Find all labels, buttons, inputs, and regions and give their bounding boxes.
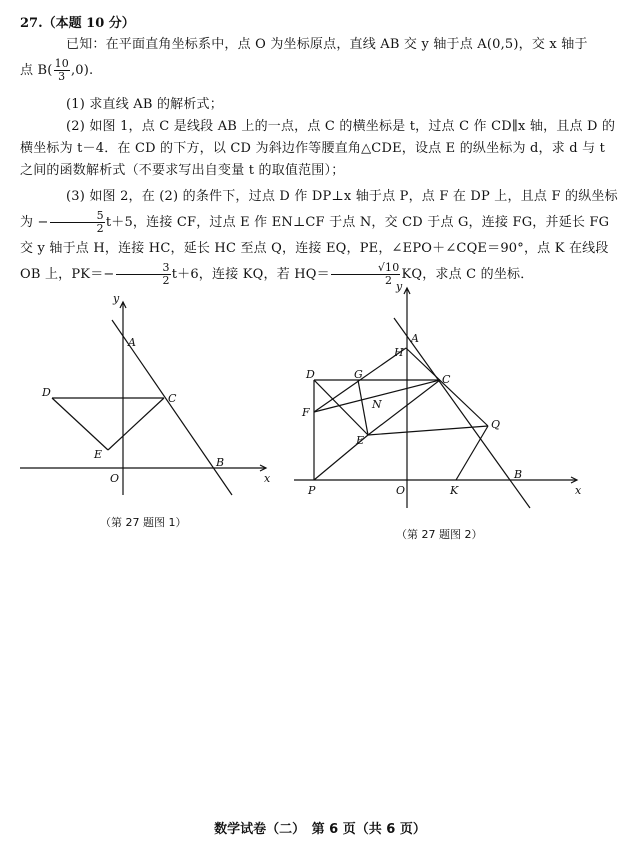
fig1-label-c: C (168, 392, 177, 405)
fig2-label-x: x (575, 484, 582, 497)
fig2-label-e: E (356, 434, 365, 447)
intro-point-b-prefix: 点 B( (20, 63, 53, 78)
part-1: (1) 求直线 AB 的解析式； (66, 97, 223, 112)
fig1-label-o: O (110, 472, 120, 485)
fraction-10-3: $\frac{10}{3}$ (54, 57, 69, 83)
figure-2-diagram (292, 280, 584, 520)
fig2-label-d: D (306, 368, 315, 381)
part-2: (2) 如图 1，点 C 是线段 AB 上的一点，点 C 的横坐标是 t，过点 C 作 CD∥x 轴，且点 D 的横坐标为 t－4．在 CD 的下方，以 CD 为斜边作等腰直角△CDE，设点 E 的纵坐标为 d，求 d 与 t 之间的函数解析式（不要求写出自变量 t 的取值范围）； (20, 119, 616, 178)
part-3-text-a: (3) 如图 2，在 (2) 的条件下，过点 D 作 DP⊥x 轴于点 P，点 F 在 DP 上，且点 F 的纵坐标为 − (20, 189, 618, 230)
fig2-label-p: P (308, 484, 316, 497)
fraction-sqrt10-2: $\frac{√10}{2}$ (331, 262, 401, 287)
fig2-segment-qk (456, 426, 488, 480)
fig2-segment-eq (368, 426, 488, 435)
figure-2-caption: （第 27 题图 2） (396, 528, 483, 541)
part-3-text-d: KQ，求点 C 的坐标． (401, 267, 534, 282)
fig2-label-f: F (302, 406, 310, 419)
fig2-label-a: A (411, 332, 419, 345)
question-intro (20, 34, 620, 56)
fig2-label-c: C (442, 373, 451, 386)
intro-point-b-suffix: ,0). (70, 63, 94, 78)
fig2-label-g: G (354, 368, 363, 381)
fig2-label-y: y (396, 280, 403, 293)
fig2-label-q: Q (491, 418, 501, 431)
fig1-label-e: E (94, 448, 103, 461)
fig2-label-n: N (372, 398, 382, 411)
part-3-text-b: t＋5，连接 CF，过点 E 作 EN⊥CF 于点 N，交 CD 于点 G，连接 FG，并延长 FG 交 y 轴于点 H，连接 HC，延长 HC 至点 Q，连接 EQ，PE，∠EPO＋∠CQE＝90°，点 K 在线段 OB 上，PK＝− (20, 215, 610, 282)
fig1-label-d: D (42, 386, 51, 399)
intro-line-1: 已知：在平面直角坐标系中，点 O 为坐标原点，直线 AB 交 y 轴于点 A(0,5)，交 x 轴于 (66, 37, 588, 52)
fig1-segment-de (52, 398, 108, 450)
figure-1-caption: （第 27 题图 1） (100, 516, 187, 529)
part-3-text-c: t＋6，连接 KQ，若 HQ＝ (171, 267, 330, 282)
question-number: 27.（本题 10 分） (20, 16, 135, 31)
intro-line-2 (20, 58, 620, 83)
fig1-label-b: B (216, 456, 225, 469)
fig2-label-k: K (450, 484, 459, 497)
fig2-segment-hq (406, 348, 488, 426)
fig1-label-y: y (113, 292, 120, 305)
fig1-label-a: A (128, 336, 136, 349)
fig2-label-b: B (514, 468, 523, 481)
fig2-label-h: H (394, 346, 404, 359)
part-3 (20, 184, 620, 288)
page-footer: 数学试卷（二） 第 6 页（共 6 页） (214, 822, 426, 837)
fig1-label-x: x (264, 472, 271, 485)
fraction-5-2: $\frac{5}{2}$ (50, 210, 105, 235)
figure-1-diagram (20, 290, 290, 510)
fig2-label-o: O (396, 484, 406, 497)
fig1-segment-ec (108, 398, 164, 450)
fraction-3-2: $\frac{3}{2}$ (116, 262, 171, 287)
